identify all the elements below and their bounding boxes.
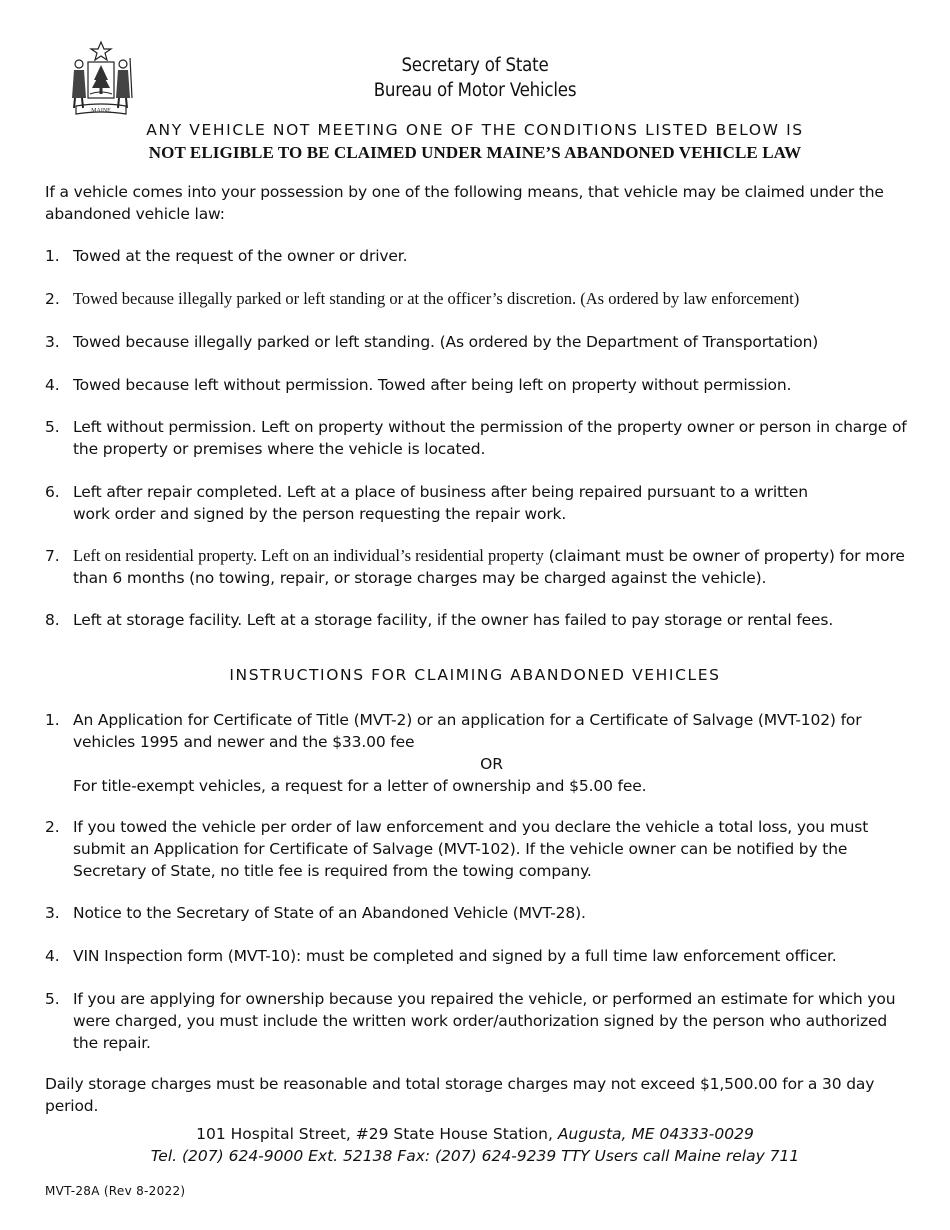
condition-number: 5. [45,418,60,436]
condition-number: 1. [45,247,60,265]
condition-text [73,545,910,589]
instruction-text: VIN Inspection form (MVT-10): must be completed and signed by a full time law enforcement officer. [73,947,837,965]
instruction-number: 1. [45,711,60,729]
form-revision-id: MVT-28A (Rev 8-2022) [45,1184,186,1198]
condition-item [45,331,910,353]
condition-text: Towed because left without permission. Towed after being left on property without permission. [73,376,792,394]
warning-line-2: NOT ELIGIBLE TO BE CLAIMED UNDER MAINE’S ABANDONED VEHICLE LAW [148,143,802,162]
agency-name: Secretary of State [401,55,549,76]
condition-item [45,481,910,525]
instruction-text: Notice to the Secretary of State of an Abandoned Vehicle (MVT-28). [73,904,586,922]
footer-address-line [0,1123,950,1145]
condition-item [45,545,910,589]
instruction-or: OR [480,755,503,773]
condition-item [45,288,915,310]
condition-item [45,245,910,267]
instruction-item [45,709,910,797]
condition-number: 7. [45,547,60,565]
instruction-number: 3. [45,904,60,922]
condition-number: 4. [45,376,60,394]
footer-contact [0,1123,950,1167]
condition-text: Towed because illegally parked or left standing or at the officer’s discretion. (As ordered by law enforcement) [73,289,800,308]
storage-note: Daily storage charges must be reasonable and total storage charges may not exceed $1,500.00 for a 30 day period. [45,1075,875,1115]
instructions-title: INSTRUCTIONS FOR CLAIMING ABANDONED VEHICLES [229,666,721,684]
instruction-text-after: For title-exempt vehicles, a request for a letter of ownership and $5.00 fee. [73,777,647,795]
instruction-number: 2. [45,818,60,836]
instruction-item [45,902,910,924]
condition-text: Left without permission. Left on property without the permission of the property owner or person in charge of the property or premises where the vehicle is located. [73,418,907,458]
agency-header [0,53,950,103]
condition-text: Left at storage facility. Left at a storage facility, if the owner has failed to pay storage or rental fees. [73,611,834,629]
condition-number: 8. [45,611,60,629]
footer-city: Augusta, ME 04333-0029 [557,1125,754,1143]
instruction-number: 4. [45,947,60,965]
instruction-item [45,816,910,882]
condition-text-part-a: Left on residential property. Left on an individual’s residential property [73,546,544,565]
instruction-item [45,988,910,1054]
condition-text: Towed at the request of the owner or driver. [73,247,408,265]
condition-number: 2. [45,290,60,308]
instruction-text: An Application for Certificate of Title (MVT-2) or an application for a Certificate of Salvage (MVT-102) for vehicles 1995 and newer and the $33.00 fee [73,711,862,751]
condition-item [45,416,910,460]
condition-item [45,609,910,631]
instruction-number: 5. [45,990,60,1008]
warning-line-1: ANY VEHICLE NOT MEETING ONE OF THE CONDITIONS LISTED BELOW IS [146,121,804,139]
condition-text: Left after repair completed. Left at a place of business after being repaired pursuant to a written work order and signed by the person requesting the repair work. [73,483,808,523]
intro-paragraph: If a vehicle comes into your possession by one of the following means, that vehicle may be claimed under the abandoned vehicle law: [45,183,884,223]
instruction-text: If you are applying for ownership because you repaired the vehicle, or performed an estimate for which you were charged, you must include the written work order/authorization signed by the person who authorized the repair. [73,990,896,1052]
footer-phone-fax-tty: Tel. (207) 624-9000 Ext. 52138 Fax: (207) 624-9239 TTY Users call Maine relay 711 [150,1147,800,1165]
bureau-name: Bureau of Motor Vehicles [373,80,577,101]
instruction-text: If you towed the vehicle per order of law enforcement and you declare the vehicle a total loss, you must submit an Application for Certificate of Salvage (MVT-102). If the vehicle owner can be notified by the Secretary of State, no title fee is required from the towing company. [73,818,869,880]
condition-text: Towed because illegally parked or left standing. (As ordered by the Department of Transportation) [73,333,819,351]
condition-text-part-b: (claimant must be owner of property) for more than 6 months (no towing, repair, or storage charges may be charged against the vehicle). [73,547,905,587]
instruction-item [45,945,910,967]
svg-text:MAINE: MAINE [91,108,111,114]
footer-contact-line [0,1145,950,1167]
footer-address: 101 Hospital Street, #29 State House Station, [196,1125,558,1143]
condition-item [45,374,910,396]
condition-number: 6. [45,483,60,501]
condition-number: 3. [45,333,60,351]
